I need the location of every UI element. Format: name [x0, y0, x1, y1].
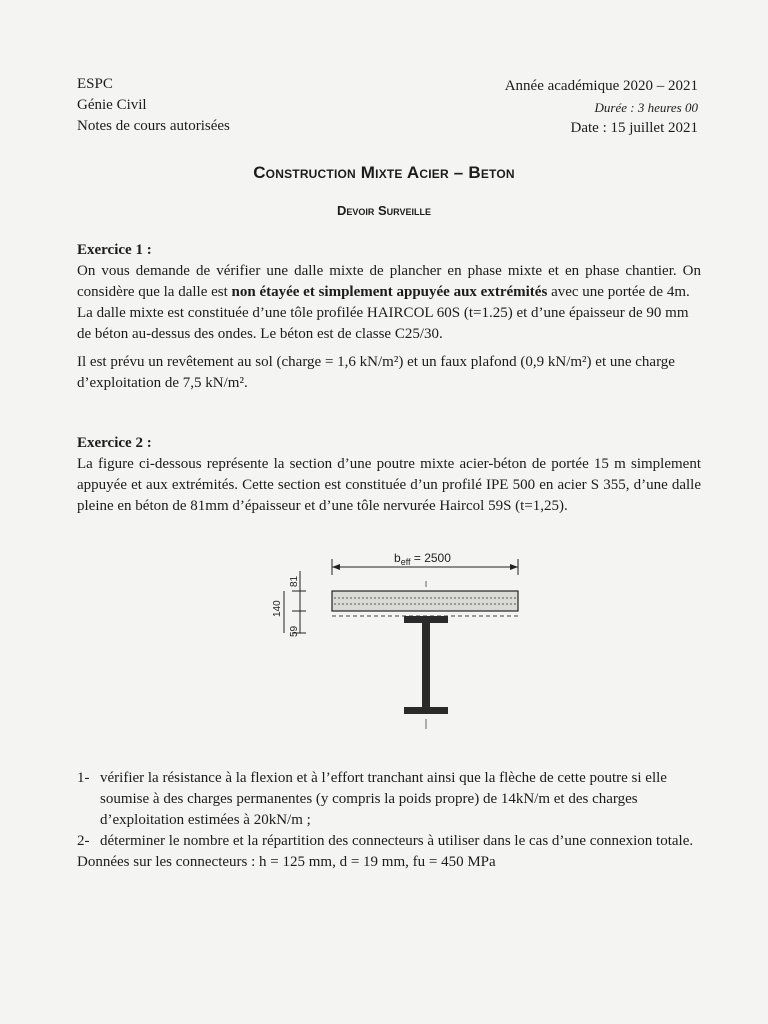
dim-59: 59: [289, 625, 300, 637]
ipe-500-steel-section: [404, 616, 448, 714]
list-item-number: 1-: [77, 770, 90, 786]
notes-permission: Notes de cours autorisées: [77, 118, 230, 134]
exercise-1: [77, 240, 701, 394]
department-name: Génie Civil: [77, 97, 147, 113]
page-title: Construction Mixte Acier – Beton: [253, 163, 515, 182]
header-left: [77, 74, 230, 137]
ex1-text-b: avec une portée de 4m.: [547, 284, 690, 300]
list-item-text: déterminer le nombre et la répartition des connecteurs à utiliser dans le cas d’une connexion totale.: [100, 833, 694, 849]
list-item: [77, 831, 701, 852]
exercise-2: [77, 433, 701, 517]
exercise-2-questions: [77, 768, 701, 873]
header-right: [505, 76, 698, 139]
school-name: ESPC: [77, 76, 113, 92]
dim-81: 81: [289, 575, 300, 587]
academic-year: Année académique 2020 – 2021: [504, 78, 698, 94]
exercise-2-title: Exercice 2 :: [77, 435, 152, 451]
beff-sub: eff: [400, 557, 411, 567]
ex1-text-a: On vous demande de vérifier une dalle mixte de plancher en phase mixte et en phase chantier. On considère que la dalle est: [77, 263, 701, 300]
page-subtitle: Devoir Surveille: [336, 203, 432, 218]
beff-base: b: [394, 551, 401, 565]
beff-value: = 2500: [410, 551, 451, 565]
ex1-text-bold: non étayée et simplement appuyée aux extrémités: [231, 284, 548, 300]
dim-140: 140: [272, 600, 283, 617]
exercise-1-paragraph-3: Il est prévu un revêtement au sol (charge = 1,6 kN/m²) et un faux plafond (0,9 kN/m²) et une charge d’exploitation de 7,5 kN/m².: [77, 354, 675, 391]
composite-beam-section-figure: [270, 545, 540, 745]
concrete-slab: [332, 591, 518, 611]
connector-data: Données sur les connecteurs : h = 125 mm, d = 19 mm, fu = 450 MPa: [77, 854, 496, 870]
list-item-number: 2-: [77, 833, 90, 849]
exercise-1-title: Exercice 1 :: [77, 242, 152, 258]
exercise-1-paragraph-2: La dalle mixte est constituée d’une tôle profilée HAIRCOL 60S (t=1.25) et d’une épaisseur de 90 mm de béton au-dessus des ondes. Le béton est de classe C25/30.: [77, 305, 689, 342]
exam-duration: Durée : 3 heures 00: [594, 100, 698, 115]
beff-label: [394, 551, 451, 567]
exercise-1-paragraph-1: [77, 261, 701, 303]
exam-date: Date : 15 juillet 2021: [570, 120, 698, 136]
exercise-2-paragraph-1: La figure ci-dessous représente la section d’une poutre mixte acier-béton de portée 15 m simplement appuyée et aux extrémités. Cette section est constituée d’un profilé IPE 500 en acier S 355, d’une dalle pleine en béton de 81mm d’épaisseur et d’une tôle nervurée Haircol 59S (t=1,25).: [77, 456, 701, 514]
list-item: [77, 768, 701, 831]
list-item-text: vérifier la résistance à la flexion et à l’effort tranchant ainsi que la flèche de cette poutre si elle soumise à des charges permanentes (y compris la poids propre) de 14kN/m et des charges d’exploitation estimées à 20kN/m ;: [100, 770, 667, 828]
